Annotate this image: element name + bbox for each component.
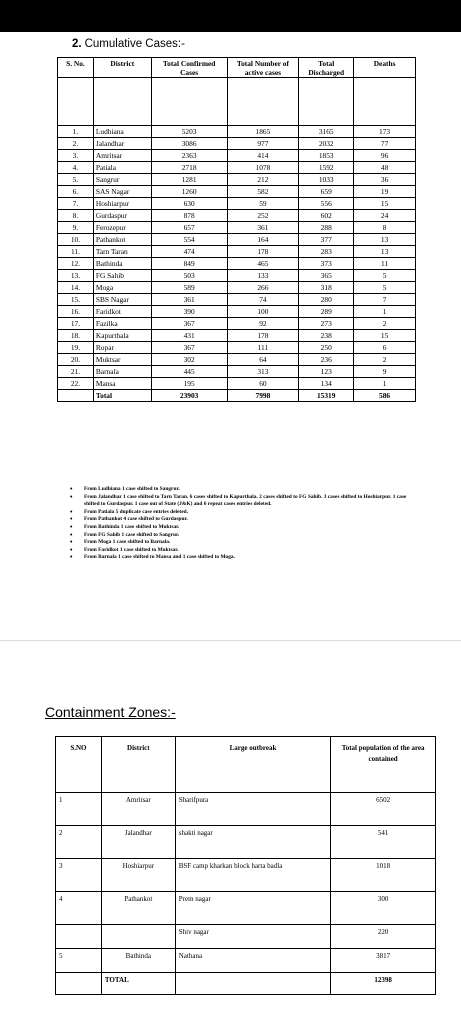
zones-table-body [56, 793, 436, 995]
cell-sno: 21. [58, 366, 94, 378]
cell-active: 1865 [227, 126, 299, 138]
cell-confirmed: 367 [151, 342, 227, 354]
cell-deaths: 24 [354, 210, 416, 222]
cell-sno: 8. [58, 210, 94, 222]
zones-col-header-sno: S.NO [56, 737, 102, 793]
cell-deaths: 15 [354, 198, 416, 210]
table-row [58, 162, 416, 174]
zone-cell-outbreak: Prem nagar [175, 892, 331, 925]
table-row [58, 126, 416, 138]
zones-total-zone-cell-outbreak [175, 973, 331, 995]
cell-active: 111 [227, 342, 299, 354]
col-header-deaths: Deaths [354, 58, 416, 78]
col-header-confirmed: Total Confirmed Cases [151, 58, 227, 78]
zones-total-zone-cell-sno [56, 973, 102, 995]
cell-discharged: 377 [299, 234, 354, 246]
table-row [58, 378, 416, 390]
cell-active: 212 [227, 174, 299, 186]
cell-confirmed: 1281 [151, 174, 227, 186]
cell-confirmed: 367 [151, 318, 227, 330]
zone-cell-population: 541 [331, 826, 436, 859]
cell-district: SBS Nagar [93, 294, 151, 306]
zone-cell-sno: 2 [56, 826, 102, 859]
table-header-row [58, 58, 416, 78]
cell-discharged: 373 [299, 258, 354, 270]
cell-deaths: 7 [354, 294, 416, 306]
cell-active: 60 [227, 378, 299, 390]
cell-discharged: 238 [299, 330, 354, 342]
col-header-active: Total Number of active cases [227, 58, 299, 78]
zone-cell-district: Jalandhar [101, 826, 175, 859]
cell-sno: 18. [58, 330, 94, 342]
zone-row [56, 949, 436, 973]
table-row [58, 210, 416, 222]
cell-sno: 14. [58, 282, 94, 294]
cell-sno: 16. [58, 306, 94, 318]
cell-deaths: 2 [354, 318, 416, 330]
cell-district: Muktsar [93, 354, 151, 366]
table-row [58, 342, 416, 354]
zone-cell-sno: 1 [56, 793, 102, 826]
cell-sno: 9. [58, 222, 94, 234]
cell-district: Sangrur [93, 174, 151, 186]
cell-active: 1078 [227, 162, 299, 174]
cell-district: SAS Nagar [93, 186, 151, 198]
cell-sno: 3. [58, 150, 94, 162]
cell-district: Jalandhar [93, 138, 151, 150]
cell-discharged: 289 [299, 306, 354, 318]
cell-confirmed: 1260 [151, 186, 227, 198]
note-item: • From Jalandhar 1 case shifted to Tarn Taran. 6 cases shifted to Kapurthala. 2 cases shifted to FG Sahib. 3 cases shifted to Hoshiarpur. 1 case shifted to Gurdaspur. 1 case out of State (J&K) and 6 repeat cases entries deleted. [70, 494, 416, 509]
cell-active: 164 [227, 234, 299, 246]
cell-district: Hoshiarpur [93, 198, 151, 210]
cell-active: 266 [227, 282, 299, 294]
cell-confirmed: 589 [151, 282, 227, 294]
cell-discharged: 602 [299, 210, 354, 222]
cell-district: Faridkot [93, 306, 151, 318]
cell-deaths: 1 [354, 378, 416, 390]
cell-deaths: 13 [354, 246, 416, 258]
cell-deaths: 36 [354, 174, 416, 186]
cell-deaths: 8 [354, 222, 416, 234]
cell-active: 64 [227, 354, 299, 366]
cell-district: Bathinda [93, 258, 151, 270]
cell-deaths: 5 [354, 270, 416, 282]
cumulative-cases-heading [72, 38, 185, 50]
note-item: • From Faridkot 1 case shifted to Muktsar. [70, 547, 416, 555]
note-item: • From Ludhiana 1 case shifted to Sangrur. [70, 486, 416, 494]
cell-confirmed: 5203 [151, 126, 227, 138]
total-cell-sno [58, 390, 94, 402]
cell-district: Ferozepur [93, 222, 151, 234]
zone-row [56, 925, 436, 949]
cell-active: 313 [227, 366, 299, 378]
cell-active: 465 [227, 258, 299, 270]
zone-cell-population: 220 [331, 925, 436, 949]
cell-deaths: 15 [354, 330, 416, 342]
zone-cell-district: Pathankot [101, 892, 175, 925]
total-cell-confirmed: 23903 [151, 390, 227, 402]
cell-district: Barnala [93, 366, 151, 378]
cell-sno: 11. [58, 246, 94, 258]
zone-row [56, 892, 436, 925]
note-item: • From FG Sahib 1 case shifted to Sangrur. [70, 532, 416, 540]
cell-confirmed: 445 [151, 366, 227, 378]
cell-discharged: 3165 [299, 126, 354, 138]
zones-total-row [56, 973, 436, 995]
section-number: 2. [72, 38, 82, 50]
table-row [58, 222, 416, 234]
cell-sno: 7. [58, 198, 94, 210]
cell-deaths: 1 [354, 306, 416, 318]
col-header-district: District [93, 58, 151, 78]
cell-discharged: 1853 [299, 150, 354, 162]
cell-sno: 10. [58, 234, 94, 246]
cell-active: 414 [227, 150, 299, 162]
table-row [58, 318, 416, 330]
zones-col-header-district: District [101, 737, 175, 793]
cell-district: FG Sahib [93, 270, 151, 282]
cell-active: 977 [227, 138, 299, 150]
cell-district: Moga [93, 282, 151, 294]
cell-confirmed: 302 [151, 354, 227, 366]
zone-cell-population: 1018 [331, 859, 436, 892]
spacer-cell [151, 78, 227, 126]
cell-sno: 19. [58, 342, 94, 354]
cell-sno: 13. [58, 270, 94, 282]
cell-deaths: 2 [354, 354, 416, 366]
zones-header-row [56, 737, 436, 793]
cell-discharged: 280 [299, 294, 354, 306]
note-item: • From Barnala 1 case shifted to Mansa and 1 case shifted to Moga. [70, 554, 416, 562]
table-row [58, 198, 416, 210]
zone-cell-outbreak: BSF camp kharkan block harta badla [175, 859, 331, 892]
total-row [58, 390, 416, 402]
section-divider [0, 640, 461, 641]
cell-deaths: 5 [354, 282, 416, 294]
zones-col-header-outbreak: Large outbreak [175, 737, 331, 793]
cell-district: Kapurthala [93, 330, 151, 342]
zone-row [56, 826, 436, 859]
col-header-sno: S. No. [58, 58, 94, 78]
zone-cell-district: Amritsar [101, 793, 175, 826]
cell-discharged: 236 [299, 354, 354, 366]
cell-confirmed: 431 [151, 330, 227, 342]
cell-discharged: 283 [299, 246, 354, 258]
cell-discharged: 1033 [299, 174, 354, 186]
spacer-cell [354, 78, 416, 126]
cell-active: 133 [227, 270, 299, 282]
table-row [58, 294, 416, 306]
table-row [58, 330, 416, 342]
cell-deaths: 13 [354, 234, 416, 246]
spacer-cell [58, 78, 94, 126]
zone-cell-sno [56, 925, 102, 949]
cell-deaths: 9 [354, 366, 416, 378]
cell-confirmed: 390 [151, 306, 227, 318]
cell-district: Fazilka [93, 318, 151, 330]
containment-zones-table [55, 736, 436, 995]
spacer-cell [299, 78, 354, 126]
cell-deaths: 6 [354, 342, 416, 354]
cell-deaths: 19 [354, 186, 416, 198]
cell-discharged: 318 [299, 282, 354, 294]
zone-row [56, 793, 436, 826]
zone-cell-population: 3817 [331, 949, 436, 973]
top-black-bar [0, 0, 461, 32]
table-row [58, 258, 416, 270]
cell-active: 59 [227, 198, 299, 210]
cell-confirmed: 657 [151, 222, 227, 234]
cell-sno: 1. [58, 126, 94, 138]
table-row [58, 174, 416, 186]
table-row [58, 150, 416, 162]
cell-active: 582 [227, 186, 299, 198]
cell-district: Ropar [93, 342, 151, 354]
cell-active: 361 [227, 222, 299, 234]
zone-cell-sno: 3 [56, 859, 102, 892]
section-title: Cumulative Cases:- [84, 38, 185, 50]
cell-sno: 17. [58, 318, 94, 330]
table-row [58, 138, 416, 150]
zones-total-zone-cell-district: TOTAL [101, 973, 175, 995]
cell-district: Ludhiana [93, 126, 151, 138]
cell-sno: 22. [58, 378, 94, 390]
cell-confirmed: 474 [151, 246, 227, 258]
note-item: • From Patiala 5 duplicate case entries deleted. [70, 509, 416, 517]
cell-deaths: 96 [354, 150, 416, 162]
zone-cell-district: Hoshiarpur [101, 859, 175, 892]
table-row [58, 306, 416, 318]
cell-confirmed: 630 [151, 198, 227, 210]
cell-confirmed: 3086 [151, 138, 227, 150]
total-cell-district: Total [93, 390, 151, 402]
cell-confirmed: 849 [151, 258, 227, 270]
table-row [58, 270, 416, 282]
note-item: • From Pathankot 4 case shifted to Gurdaspur. [70, 516, 416, 524]
cell-active: 92 [227, 318, 299, 330]
cumulative-cases-table [57, 57, 416, 402]
zone-cell-outbreak: Nathana [175, 949, 331, 973]
cell-discharged: 288 [299, 222, 354, 234]
cell-active: 100 [227, 306, 299, 318]
cell-confirmed: 554 [151, 234, 227, 246]
table-row [58, 354, 416, 366]
zones-col-header-population: Total population of the area contained [331, 737, 436, 793]
cell-discharged: 273 [299, 318, 354, 330]
cell-district: Patiala [93, 162, 151, 174]
cell-discharged: 1592 [299, 162, 354, 174]
cell-sno: 20. [58, 354, 94, 366]
table-spacer-row [58, 78, 416, 126]
cell-district: Tarn Taran [93, 246, 151, 258]
cell-active: 178 [227, 330, 299, 342]
total-cell-discharged: 15319 [299, 390, 354, 402]
table-row [58, 282, 416, 294]
cell-confirmed: 195 [151, 378, 227, 390]
zone-cell-sno: 5 [56, 949, 102, 973]
zones-total-zone-cell-population: 12398 [331, 973, 436, 995]
col-header-discharged: Total Discharged [299, 58, 354, 78]
cell-sno: 6. [58, 186, 94, 198]
zone-cell-outbreak: Shiv nagar [175, 925, 331, 949]
zone-cell-sno: 4 [56, 892, 102, 925]
zone-cell-district [101, 925, 175, 949]
shift-notes-list [70, 486, 416, 562]
cell-deaths: 173 [354, 126, 416, 138]
cell-discharged: 2032 [299, 138, 354, 150]
zone-cell-outbreak: Sharifpura [175, 793, 331, 826]
cell-active: 178 [227, 246, 299, 258]
spacer-cell [93, 78, 151, 126]
table-row [58, 186, 416, 198]
cases-table-body [58, 78, 416, 402]
note-item: • From Moga 1 case shifted to Barnala. [70, 539, 416, 547]
zone-cell-district: Bathinda [101, 949, 175, 973]
zone-cell-outbreak: shakti nagar [175, 826, 331, 859]
cell-deaths: 77 [354, 138, 416, 150]
cell-sno: 15. [58, 294, 94, 306]
cell-district: Pathankot [93, 234, 151, 246]
cell-sno: 2. [58, 138, 94, 150]
cell-district: Mansa [93, 378, 151, 390]
cell-confirmed: 503 [151, 270, 227, 282]
cell-confirmed: 2363 [151, 150, 227, 162]
table-row [58, 366, 416, 378]
cell-sno: 4. [58, 162, 94, 174]
cell-active: 252 [227, 210, 299, 222]
cell-discharged: 134 [299, 378, 354, 390]
cell-sno: 5. [58, 174, 94, 186]
cell-discharged: 250 [299, 342, 354, 354]
containment-zones-heading: Containment Zones:- [45, 704, 176, 720]
table-row [58, 234, 416, 246]
cell-discharged: 123 [299, 366, 354, 378]
zone-cell-population: 6502 [331, 793, 436, 826]
total-cell-active: 7998 [227, 390, 299, 402]
cell-deaths: 48 [354, 162, 416, 174]
cell-district: Gurdaspur [93, 210, 151, 222]
zone-row [56, 859, 436, 892]
spacer-cell [227, 78, 299, 126]
cell-confirmed: 2718 [151, 162, 227, 174]
zone-cell-population: 300 [331, 892, 436, 925]
cell-confirmed: 361 [151, 294, 227, 306]
total-cell-deaths: 586 [354, 390, 416, 402]
cell-active: 74 [227, 294, 299, 306]
cell-confirmed: 878 [151, 210, 227, 222]
cell-sno: 12. [58, 258, 94, 270]
cell-discharged: 365 [299, 270, 354, 282]
cell-discharged: 659 [299, 186, 354, 198]
note-item: • From Bathinda 1 case shifted to Muktsar. [70, 524, 416, 532]
cell-discharged: 556 [299, 198, 354, 210]
cell-deaths: 11 [354, 258, 416, 270]
table-row [58, 246, 416, 258]
cell-district: Amritsar [93, 150, 151, 162]
